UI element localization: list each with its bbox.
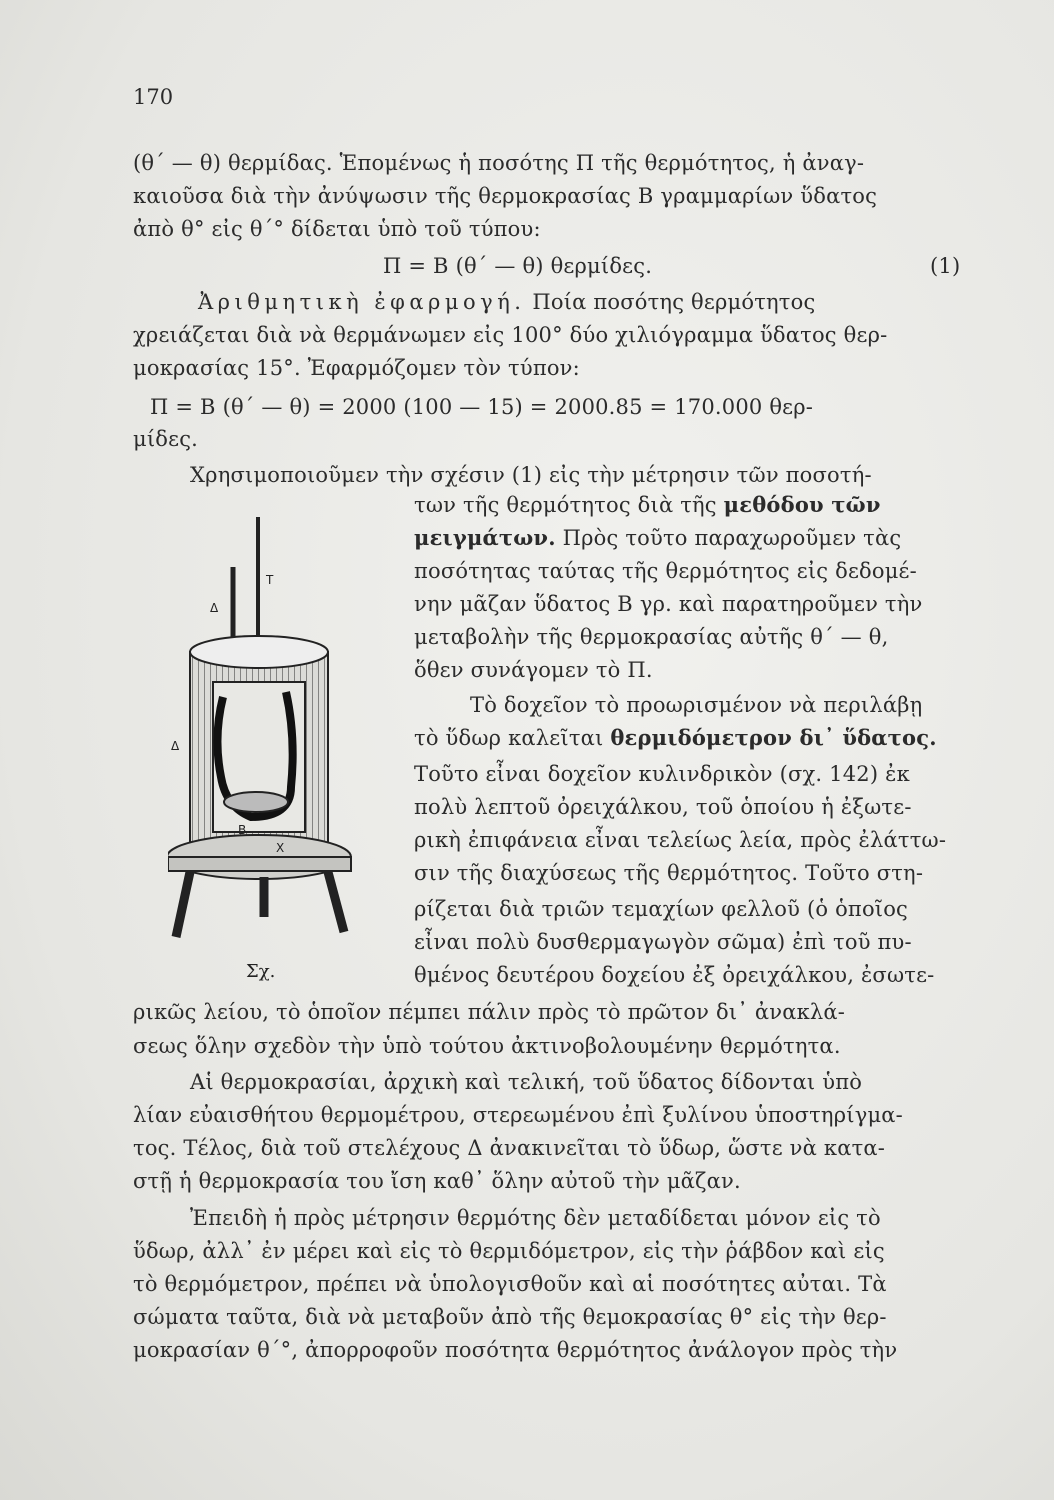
text-line: χρειάζεται διὰ νὰ θερμάνωμεν εἰς 100° δύο χιλιόγραμμα ὕδατος θερ- [133,323,888,347]
text-line: μοκρασίας 15°. Ἐφαρμόζομεν τὸν τύπον: [133,356,580,380]
text-span: των τῆς θερμότητος διὰ τῆς [414,493,717,517]
label-stirrer-side: Δ [171,739,180,753]
text-line: τος. Τέλος, διὰ τοῦ στελέχους Δ ἀνακινεῖται τὸ ὕδωρ, ὥστε νὰ κατα- [133,1136,886,1160]
equation-number: (1) [930,254,961,278]
text-line: ρίζεται διὰ τριῶν τεμαχίων φελλοῦ (ὁ ὁποῖος [414,897,909,921]
text-line: καιοῦσα διὰ τὴν ἀνύψωσιν τῆς θερμοκρασίας Β γραμμαρίων ὕδατος [133,184,878,208]
text-line: ποσότητας ταύτας τῆς θερμότητος εἰς δεδομέ- [414,559,917,583]
equation: Π = Β (θ΄ — θ) = 2000 (100 — 15) = 2000.85 = 170.000 θερ- [150,395,814,419]
text-line: Ἐπειδὴ ἡ πρὸς μέτρησιν θερμότης δὲν μεταδίδεται μόνον εἰς τὸ [190,1206,881,1230]
outer-vessel-rim [190,636,328,668]
section-heading: Ἀριθμητικὴ ἐφαρμογή. [198,290,526,314]
text-line: μεταβολὴν τῆς θερμοκρασίας αὐτῆς θ΄ — θ, [414,625,889,649]
label-stirrer-top: Δ [210,601,219,615]
text-line: ρικὴ ἐπιφάνεια εἶναι τελείως λεία, πρὸς ἐλάττω- [414,828,947,852]
text-line: πολὺ λεπτοῦ ὀρειχάλκου, τοῦ ὁποίου ἡ ἐξωτε- [414,795,912,819]
text-line: λίαν εὐαισθήτου θερμομέτρου, στερεωμένου ἐπὶ ξυλίνου ὑποστηρίγμα- [133,1103,903,1127]
calorimeter-illustration [168,512,368,982]
label-vessel: Β [238,823,247,837]
text-line: εἶναι πολὺ δυσθερμαγωγὸν σῶμα) ἐπὶ τοῦ πυ- [414,930,912,954]
text-line: μοκρασίαν θ΄°, ἀπορροφοῦν ποσότητα θερμότητος ἀνάλογον πρὸς τὴν [133,1338,898,1362]
text-span: Πρὸς τοῦτο παραχωροῦμεν τὰς [562,526,902,550]
text-span: τὸ ὕδωρ καλεῖται [414,726,604,750]
text-line: σιν τῆς διαχύσεως τῆς θερμότητος. Τοῦτο στη- [414,861,924,885]
equation: Π = Β (θ΄ — θ) θερμίδες. [383,254,653,278]
page-number: 170 [133,85,174,109]
text-line: στῇ ἡ θερμοκρασία του ἴση καθ᾽ ὅλην αὐτοῦ τὴν μᾶζαν. [133,1169,741,1193]
bold-term: θερμιδόμετρον δι᾽ ὕδατος. [610,725,937,750]
text-line: μίδες. [133,427,199,451]
text-line: Χρησιμοποιοῦμεν τὴν σχέσιν (1) εἰς τὴν μέτρησιν τῶν ποσοτή- [190,463,872,487]
bold-term: μειγμάτων. [414,525,556,550]
wooden-stand-edge [168,857,351,871]
label-support: Χ [276,841,285,855]
text-line: Τοῦτο εἶναι δοχεῖον κυλινδρικὸν (σχ. 142) ἐκ [414,762,910,786]
text-line: νην μᾶζαν ὕδατος Β γρ. καὶ παρατηροῦμεν τὴν [414,592,923,616]
text-line: ρικῶς λείου, τὸ ὁποῖον πέμπει πάλιν πρὸς τὸ πρῶτον δι᾽ ἀνακλά- [133,1000,846,1024]
text-line: Αἱ θερμοκρασίαι, ἀρχικὴ καὶ τελική, τοῦ ὕδατος δίδονται ὑπὸ [190,1070,863,1094]
text-line: ὅθεν συνάγομεν τὸ Π. [414,658,653,682]
bold-term: μεθόδου τῶν [723,492,881,517]
text-line: ὕδωρ, ἀλλ᾽ ἐν μέρει καὶ εἰς τὸ θερμιδόμετρον, εἰς τὴν ῥάβδον καὶ εἰς [133,1239,885,1263]
label-thermometer: Τ [266,573,274,587]
text-line: Τὸ δοχεῖον τὸ προωρισμένον νὰ περιλάβῃ [470,693,923,717]
text-line: σεως ὅλην σχεδὸν τὴν ὑπὸ τούτου ἀκτινοβολουμένην θερμότητα. [133,1034,841,1058]
text-line: σώματα ταῦτα, διὰ νὰ μεταβοῦν ἀπὸ τῆς θεμοκρασίας θ° εἰς τὴν θερ- [133,1305,887,1329]
text-span: Ποία ποσότης θερμότητος [532,290,816,314]
water-surface [224,792,288,812]
stand-leg [176,872,190,937]
figure-caption: Σχ. [246,961,276,982]
text-line: (θ΄ — θ) θερμίδας. Ἑπομένως ἡ ποσότης Π τῆς θερμότητος, ἡ ἀναγ- [133,151,865,175]
text-line: θμένος δευτέρου δοχείου ἐξ ὀρειχάλκου, ἐσωτε- [414,963,935,987]
text-line: ἀπὸ θ° εἰς θ΄° δίδεται ὑπὸ τοῦ τύπου: [133,217,541,241]
text-line: τὸ θερμόμετρον, πρέπει νὰ ὑπολογισθοῦν καὶ αἱ ποσότητες αὐται. Τὰ [133,1272,887,1296]
stand-leg [328,872,344,932]
